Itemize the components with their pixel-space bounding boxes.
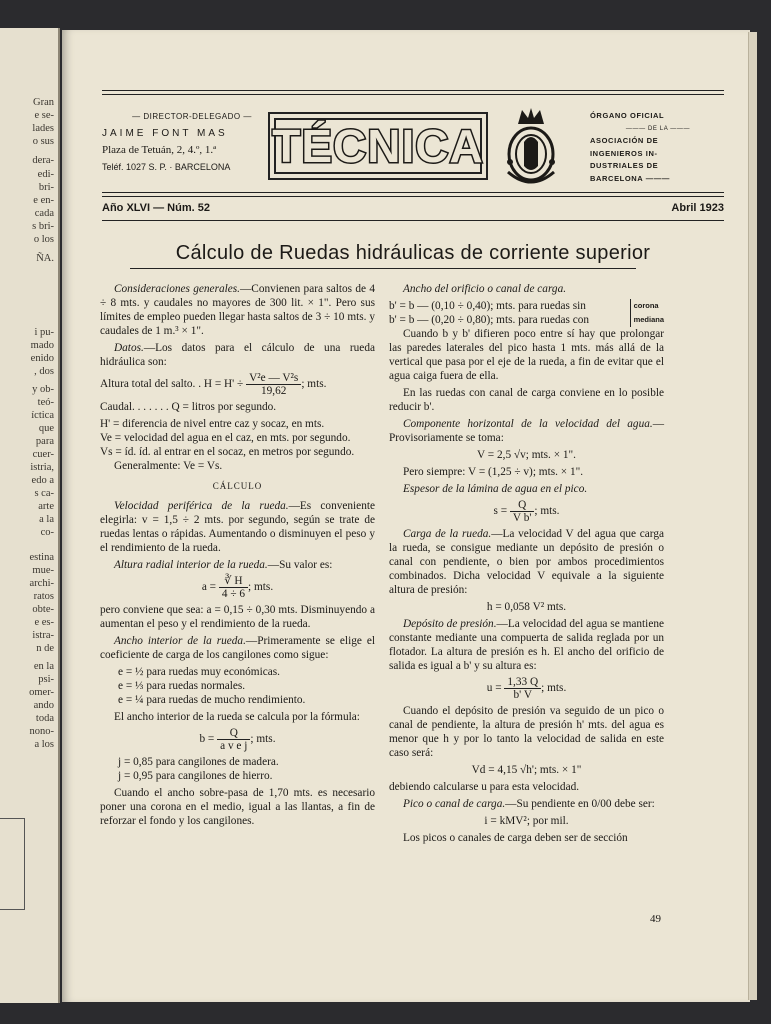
coef-j1: j = 0,85 para cangilones de madera.: [118, 756, 279, 768]
director-label: — DIRECTOR-DELEGADO —: [132, 112, 252, 121]
formula-u: u = $\frac{1,33 Q}{b' V}$ ; mts.: [486, 676, 567, 701]
page-number: 49: [650, 913, 661, 925]
facing-text-fragment: ratos: [33, 591, 54, 602]
paragraph: Los picos o canales de carga deben ser de sección: [403, 832, 628, 844]
paragraph: Velocidad periférica de la rueda.—Es conveniente elegirla: v = 1,5 ÷ 2 mts. por segundo, según se trate de ruedas lentas o rápidas. Aumentando o disminuyen el peso y el rendimiento de la rueda.: [100, 500, 375, 554]
facing-text-fragment: toda: [35, 713, 54, 724]
phone: Teléf. 1027 S. P. · BARCELONA: [102, 162, 231, 172]
formula-i: i = kMV²; por mil.: [484, 815, 569, 827]
caudal: Caudal. . . . . . . Q = litros por segundo.: [100, 401, 277, 413]
subheading: Ancho del orificio o canal de carga.: [403, 283, 567, 295]
paragraph: Depósito de presión.—La velocidad del agua se mantiene constante mediante una compuerta de salida reglada por un flotador. La altura de presión es h. El ancho del orificio de salida es igual a b' y su altura es:: [389, 618, 664, 672]
de-la: ——— DE LA ———: [625, 125, 691, 132]
ad-box: [0, 818, 25, 910]
title-underline: [130, 268, 636, 269]
coef-e1: e = ½ para ruedas muy económicas.: [118, 666, 280, 678]
facing-text-fragment: estina: [29, 552, 54, 563]
issue-rule: [102, 220, 724, 221]
facing-text-fragment: bri-: [38, 182, 54, 193]
subheading: Espesor de la lámina de agua en el pico.: [403, 483, 588, 495]
masthead-right: ÓRGANO OFICIAL ——— DE LA ——— ASOCIACIÓN DE INGENIEROS IN- DUSTRIALES DE BARCELONA ———: [590, 110, 726, 185]
facing-text-fragment: ÑA.: [36, 253, 54, 264]
facing-text-fragment: mado: [30, 340, 54, 351]
paragraph: Cuando el depósito de presión va seguido de un pico o canal de pendiente, la altura de presión h' mts. del agua es menor que h y por lo tanto la velocidad de salida en este caso será:: [389, 705, 664, 759]
masthead-left: [102, 108, 282, 176]
facing-text-fragment: teó-: [37, 397, 54, 408]
paragraph: debiendo calcularse u para esta velocidad.: [389, 781, 580, 793]
column-left: [100, 282, 375, 831]
paragraph: Carga de la rueda.—La velocidad V del agua que carga la rueda, se consigue mediante un depósito de presión o canal con pendiente, o bien por ambos procedimientos combinados. Dicha velocidad V equivale a la siguiente altura de presión:: [389, 528, 664, 596]
crest-icon: [498, 102, 564, 190]
organ-city: BARCELONA ———: [590, 173, 671, 183]
magazine-page: [62, 30, 750, 1002]
facing-text-fragment: istra-: [32, 630, 54, 641]
paragraph: Componente horizontal de la velocidad del agua.— Provisoriamente se toma:: [389, 418, 664, 444]
facing-text-fragment: dera-: [32, 155, 54, 166]
facing-text-fragment: en la: [33, 661, 54, 672]
paragraph: Consideraciones generales.—Convienen para saltos de 4 ÷ 8 mts. y caudales no mayores de 300 lit. × 1". Pero sus límites de empleo pueden llegar hasta saltos de 3 ÷ 10 mts. y caudales de 1 m.³ × 1".: [100, 283, 375, 337]
facing-text-fragment: o los: [33, 234, 54, 245]
facing-text-fragment: a los: [34, 739, 54, 750]
formula-bprime: b' = b — (0,10 ÷ 0,40); mts. para ruedas sin b' = b — (0,20 ÷ 0,80); mts. para ruedas con corona mediana: [389, 300, 664, 326]
facing-text-fragment: enido: [30, 353, 54, 364]
facing-text-fragment: co-: [40, 527, 54, 538]
facing-text-fragment: istria,: [30, 462, 54, 473]
facing-text-fragment: n de: [36, 643, 54, 654]
logo-tecnica: TÉCNICA: [268, 112, 488, 180]
facing-text-fragment: e en-: [33, 195, 54, 206]
director-name: JAIME FONT MAS: [102, 128, 228, 139]
subheading-calculo: CÁLCULO: [212, 481, 263, 491]
facing-text-fragment: i pu-: [34, 327, 54, 338]
mid-rule: [102, 196, 724, 197]
paragraph: El ancho interior de la rueda se calcula por la fórmula:: [114, 711, 360, 723]
facing-text-fragment: s ca-: [34, 488, 54, 499]
paragraph: pero conviene que sea: a = 0,15 ÷ 0,30 mts. Disminuyendo a aumentan el peso y el rendimiento de la rueda.: [100, 604, 375, 630]
facing-text-fragment: que: [38, 423, 54, 434]
general: Generalmente: Ve = Vs.: [114, 460, 223, 472]
def-h: H' = diferencia de nivel entre caz y socaz, en mts.: [100, 418, 325, 430]
facing-text-fragment: edi-: [37, 169, 54, 180]
facing-text-fragment: cuer-: [32, 449, 54, 460]
facing-text-fragment: e es-: [34, 617, 54, 628]
paragraph: Datos.—Los datos para el cálculo de una rueda hidráulica son:: [100, 342, 375, 368]
issue-number: Año XLVI — Núm. 52: [102, 202, 210, 214]
facing-text-fragment: mue-: [32, 565, 54, 576]
coef-e2: e = ⅓ para ruedas normales.: [118, 680, 246, 692]
formula-h: h = 0,058 V² mts.: [486, 601, 567, 613]
paragraph: Cuando b y b' difieren poco entre sí hay que prolongar las paredes laterales del pico hasta 1 mts. más allá de la vertical que pasa por el eje de la rueda, a fin de evitar que el agua caiga fuera de ella.: [389, 328, 664, 382]
paragraph: Ancho interior de la rueda.—Primeramente se elige el coeficiente de carga de los cangilones como sigue:: [100, 635, 375, 661]
paragraph: Pico o canal de carga.—Su pendiente en 0/00 debe ser:: [403, 798, 655, 810]
formula-vd: Vd = 4,15 √h'; mts. × 1": [471, 764, 582, 776]
facing-text-fragment: o sus: [32, 136, 54, 147]
top-rule: [102, 90, 724, 91]
facing-text-fragment: y ob-: [32, 384, 54, 395]
facing-text-fragment: archi-: [29, 578, 54, 589]
facing-text-fragment: lades: [32, 123, 54, 134]
facing-text-fragment: psi-: [38, 674, 54, 685]
formula-b: b = $\frac{Q}{\text{a v e j}}$ ; mts.: [199, 727, 276, 752]
page-edge: [748, 32, 757, 1000]
facing-text-fragment: Gran: [33, 97, 54, 108]
def-vs: Vs = íd. íd. al entrar en el socaz, en metros por segundo.: [100, 446, 355, 458]
facing-text-fragment: , dos: [34, 366, 54, 377]
facing-text-fragment: a la: [39, 514, 54, 525]
def-ve: Ve = velocidad del agua en el caz, en mts. por segundo.: [100, 432, 351, 444]
facing-text-fragment: ando: [33, 700, 54, 711]
facing-text-fragment: íctica: [31, 410, 54, 421]
column-right: [389, 282, 664, 848]
formula-v: V = 2,5 √v; mts. × 1".: [477, 449, 576, 461]
top-rule-thin: [102, 94, 724, 95]
article-title: Cálculo de Ruedas hidráulicas de corriente superior: [175, 242, 651, 264]
coef-e3: e = ¼ para ruedas de mucho rendimiento.: [118, 694, 306, 706]
coef-j2: j = 0,95 para cangilones de hierro.: [118, 770, 273, 782]
mid-rule-thin: [102, 192, 724, 193]
formula-a: a = $\frac{∛ H}{4 \div 6}$ ; mts.: [201, 575, 274, 600]
facing-text-fragment: edo a: [31, 475, 54, 486]
facing-text-fragment: omer-: [29, 687, 54, 698]
facing-text-fragment: nono-: [29, 726, 54, 737]
paragraph: Cuando el ancho sobre-pasa de 1,70 mts. es necesario poner una corona en el medio, igual a las llantas, a fin de reforzar el fondo y los cangilones.: [100, 787, 375, 827]
address: Plaza de Tetuán, 2, 4.º, 1.ª: [102, 144, 217, 156]
facing-text-fragment: para: [35, 436, 54, 447]
paragraph: En las ruedas con canal de carga conviene en lo posible reducir b'.: [389, 387, 664, 413]
formula-altura: Altura total del salto. . H = H' ÷ $\frac{\text{V²e — V²s}}{19,62}$ ; mts.: [100, 372, 327, 397]
issue-line: [102, 202, 724, 214]
formula-s: s = $\frac{Q}{\text{V b'}}$ ; mts.: [493, 499, 560, 524]
formula-v2: Pero siempre: V = (1,25 ÷ v); mts. × 1".: [403, 466, 584, 478]
facing-text-fragment: e se-: [34, 110, 54, 121]
facing-text-fragment: arte: [38, 501, 54, 512]
issue-date: Abril 1923: [671, 202, 724, 214]
facing-text-fragment: obte-: [32, 604, 54, 615]
facing-text-fragment: s bri-: [32, 221, 54, 232]
facing-text-fragment: cada: [34, 208, 54, 219]
facing-page: [0, 28, 60, 1003]
paragraph: Altura radial interior de la rueda.—Su valor es:: [114, 559, 333, 571]
